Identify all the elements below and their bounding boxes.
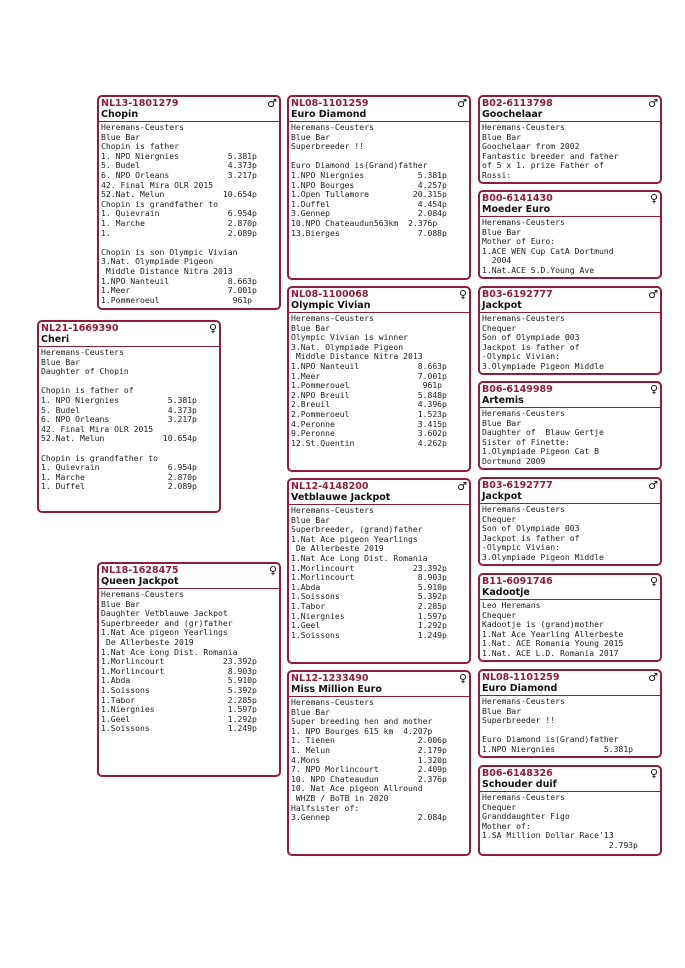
- info-line: Heremans-Ceusters: [41, 347, 124, 357]
- info-line: 2004: [482, 255, 512, 266]
- pigeon-card-chopin: [97, 95, 281, 310]
- pigeon-name: Jackpot: [482, 491, 522, 502]
- info-line: 1.Geel 1.292p: [101, 713, 257, 724]
- info-line: Superbreeder !!: [291, 141, 365, 152]
- info-line: 5. Budel 4.373p: [101, 160, 257, 171]
- card-header: [480, 383, 660, 408]
- info-line: Chopin is father: [101, 141, 179, 152]
- pigeon-card-moeder-euro: [478, 190, 662, 279]
- info-line: 10. NPO Chateaudun 2.376p: [291, 773, 447, 784]
- info-line: 1.Pommeroeul 961p: [101, 294, 253, 305]
- info-line: 5. Budel 4.373p: [41, 404, 197, 415]
- ring-number: NL12-1233490: [291, 673, 369, 684]
- ring-number: B02-6113798: [482, 98, 553, 109]
- info-line: Chopin is grandfather to: [41, 452, 158, 463]
- pigeon-card-jackpot-2: [478, 477, 662, 566]
- card-header: [289, 672, 469, 697]
- info-line: Daughter of Chopin: [41, 366, 129, 377]
- info-line: 1.Soissons 1.249p: [291, 629, 447, 640]
- male-icon: ♂: [648, 479, 658, 492]
- info-line: Blue Bar: [291, 706, 330, 717]
- info-line: Chopin is grandfather to: [101, 198, 218, 209]
- info-line: Blue Bar: [291, 322, 330, 333]
- info-line: Superbreeder and (gr)father: [101, 617, 233, 628]
- info-line: Jackpot is father of: [482, 532, 580, 543]
- card-body: [480, 408, 660, 468]
- pigeon-card-schouder-duif: [478, 765, 662, 856]
- male-icon: ♂: [457, 97, 467, 110]
- card-header: [99, 564, 279, 589]
- info-line: 1. Marche 2.870p: [101, 217, 257, 228]
- pigeon-card-euro-diamond-2: [478, 669, 662, 758]
- info-line: Chopin is son Olympic Vivian: [101, 246, 238, 257]
- ring-number: NL08-1101259: [291, 98, 369, 109]
- info-line: 1.NPO Nanteuil 8.663p: [291, 360, 447, 371]
- ring-number: NL18-1628475: [101, 565, 179, 576]
- card-body: [39, 347, 219, 493]
- female-icon: ♀: [649, 575, 658, 588]
- info-line: Son of Olympiade 003: [482, 523, 580, 534]
- info-line: Blue Bar: [101, 598, 140, 609]
- info-line: Heremans-Ceusters: [101, 589, 184, 599]
- info-line: 2.Breuil 4.396p: [291, 399, 447, 410]
- info-line: 1.Soissons 1.249p: [101, 723, 257, 734]
- pigeon-card-artemis: [478, 381, 662, 470]
- card-header: [289, 288, 469, 313]
- info-line: 1.Open Tullamore 20.315p: [291, 189, 447, 200]
- info-line: Goochelaar from 2002: [482, 141, 580, 152]
- info-line: WHZB / BoTB in 2020: [291, 792, 389, 803]
- pigeon-name: Kadootje: [482, 587, 530, 598]
- pigeon-card-olympic-vivian: [287, 286, 471, 472]
- card-body: [480, 217, 660, 277]
- pigeon-name: Moeder Euro: [482, 204, 551, 215]
- info-line: 1. Quievrain 6.954p: [41, 462, 197, 473]
- info-line: Heremans-Ceusters: [291, 313, 374, 323]
- pigeon-name: Vetblauwe Jackpot: [291, 492, 391, 503]
- info-line: 1. Melun 2.179p: [291, 744, 447, 755]
- pigeon-name: Jackpot: [482, 300, 522, 311]
- info-line: Heremans-Ceusters: [482, 217, 565, 227]
- info-line: 1.Geel 1.292p: [291, 620, 447, 631]
- pigeon-card-miss-million-euro: [287, 670, 471, 856]
- info-line: Daughter Vetblauwe Jackpot: [101, 608, 228, 619]
- info-line: Daughter of Blauw Gertje: [482, 427, 604, 438]
- info-line: 6. NPO Orleans 3.217p: [101, 169, 257, 180]
- info-line: Middle Distance Nitra 2013: [101, 265, 233, 276]
- card-body: [480, 122, 660, 182]
- info-line: 52.Nat. Melun 10.654p: [101, 189, 257, 200]
- info-line: Euro Diamond is(Grand)father: [291, 160, 428, 171]
- info-line: 52.Nat. Melun 10.654p: [41, 433, 197, 444]
- info-line: 12.St.Quentin 4.262p: [291, 437, 447, 448]
- pigeon-card-kadootje: [478, 573, 662, 662]
- ring-number: NL08-1101259: [482, 672, 560, 683]
- info-line: 42. Final Mira OLR 2015: [41, 423, 154, 434]
- info-line: Mother of:: [482, 820, 531, 831]
- pigeon-name: Chopin: [101, 109, 139, 120]
- info-line: Heremans-Ceusters: [482, 504, 565, 514]
- ring-number: NL12-4148200: [291, 481, 369, 492]
- female-icon: ♀: [268, 564, 277, 577]
- info-line: 1.SA Million Dollar Race'13: [482, 830, 614, 841]
- info-line: Super breeding hen and mother: [291, 716, 433, 727]
- info-line: 1.Morlincourt 8.903p: [101, 665, 257, 676]
- pigeon-card-cheri: [37, 320, 221, 513]
- info-line: Blue Bar: [41, 356, 80, 367]
- card-body: [480, 313, 660, 373]
- pigeon-name: Schouder duif: [482, 779, 557, 790]
- info-line: Fantastic breeder and father: [482, 150, 619, 161]
- info-line: 10.NPO Chateaudun563km 2.376p: [291, 217, 438, 228]
- info-line: Blue Bar: [291, 131, 330, 142]
- info-line: 1.Abda 5.910p: [101, 675, 257, 686]
- ring-number: NL08-1100068: [291, 289, 369, 300]
- info-line: De Allerbeste 2019: [291, 543, 384, 554]
- info-line: Jackpot is father of: [482, 341, 580, 352]
- card-header: [480, 192, 660, 217]
- info-line: 2.793p: [482, 839, 638, 850]
- info-line: 42. Final Mira OLR 2015: [101, 179, 214, 190]
- info-line: of 5 x 1. prize Father of: [482, 160, 604, 171]
- info-line: 1.NPO Bourges 4.257p: [291, 179, 447, 190]
- info-line: 1.Meer 7.001p: [291, 370, 447, 381]
- info-line: 1.Soissons 5.392p: [101, 684, 257, 695]
- pigeon-name: Miss Million Euro: [291, 684, 382, 695]
- info-line: Superbreeder, (grand)father: [291, 524, 423, 535]
- pigeon-card-vetblauwe-jackpot: [287, 478, 471, 664]
- info-line: Blue Bar: [291, 514, 330, 525]
- card-body: [289, 313, 469, 449]
- info-line: Blue Bar: [101, 131, 140, 142]
- info-line: 1.Nat Ace pigeon Yearlings: [101, 627, 228, 638]
- male-icon: ♂: [457, 480, 467, 493]
- card-body: [289, 122, 469, 239]
- info-line: Mother of Euro:: [482, 236, 556, 247]
- info-line: 1. Quievrain 6.954p: [101, 208, 257, 219]
- card-header: [480, 671, 660, 696]
- info-line: 1.Niergnies 1.597p: [101, 704, 257, 715]
- male-icon: ♂: [648, 97, 658, 110]
- pigeon-card-queen-jackpot: [97, 562, 281, 777]
- info-line: 1.Niergnies 1.597p: [291, 610, 447, 621]
- info-line: 1.Nat.ACE S.D.Young Ave: [482, 264, 595, 275]
- info-line: 1. NPO Niergnies 5.381p: [101, 150, 257, 161]
- info-line: Chopin is father of: [41, 385, 134, 396]
- info-line: 1.ACE WEN Cup CatA Dortmund: [482, 245, 614, 256]
- info-line: Heremans-Ceusters: [291, 505, 374, 515]
- ring-number: B11-6091746: [482, 576, 553, 587]
- card-body: [99, 589, 279, 735]
- card-header: [99, 97, 279, 122]
- info-line: 7. NPO Morlincourt 2.409p: [291, 764, 447, 775]
- pigeon-card-euro-diamond: [287, 95, 471, 280]
- info-line: Sister of Finette:: [482, 436, 570, 447]
- info-line: -Olympic Vivian:: [482, 351, 560, 362]
- info-line: 1.NPO Nanteuil 8.663p: [101, 275, 257, 286]
- info-line: 1.Tabor 2.285p: [291, 600, 447, 611]
- info-line: 1.Nat Ace pigeon Yearlings: [291, 533, 418, 544]
- info-line: Heremans-Ceusters: [482, 696, 565, 706]
- info-line: 1.NPO Niergnies 5.381p: [291, 169, 447, 180]
- info-line: Chequer: [482, 609, 517, 620]
- ring-number: B03-6192777: [482, 480, 553, 491]
- card-header: [480, 288, 660, 313]
- info-line: Heremans-Ceusters: [482, 122, 565, 132]
- card-body: [289, 505, 469, 641]
- info-line: 3.Gennep 2.084p: [291, 208, 447, 219]
- pigeon-card-goochelaar: [478, 95, 662, 184]
- info-line: 1.Olympiade Pigeon Cat B: [482, 446, 599, 457]
- info-line: 10. Nat Ace pigeon Allround: [291, 783, 423, 794]
- pigeon-name: Olympic Vivian: [291, 300, 371, 311]
- info-line: Blue Bar: [482, 705, 521, 716]
- card-header: [480, 575, 660, 600]
- card-header: [480, 767, 660, 792]
- info-line: Heremans-Ceusters: [482, 792, 565, 802]
- info-line: Granddaughter Figo: [482, 811, 570, 822]
- info-line: Blue Bar: [482, 131, 521, 142]
- female-icon: ♀: [649, 383, 658, 396]
- info-line: Heremans-Ceusters: [291, 122, 374, 132]
- info-line: 2.NPO Breuil 5.848p: [291, 389, 447, 400]
- info-line: 1. Tienen 2.006p: [291, 735, 447, 746]
- card-header: [39, 322, 219, 347]
- pigeon-name: Goochelaar: [482, 109, 543, 120]
- info-line: -Olympic Vivian:: [482, 542, 560, 553]
- info-line: Heremans-Ceusters: [482, 313, 565, 323]
- info-line: 1.Soissons 5.392p: [291, 591, 447, 602]
- card-header: [480, 479, 660, 504]
- info-line: 1.Meer 7.001p: [101, 285, 257, 296]
- pigeon-name: Cheri: [41, 334, 70, 345]
- info-line: 3.Nat. Olympiade Pigeon: [291, 341, 404, 352]
- card-header: [289, 480, 469, 505]
- card-body: [480, 504, 660, 564]
- info-line: 1.Nat. ACE Romania Young 2015: [482, 638, 624, 649]
- card-body: [480, 600, 660, 660]
- info-line: 1.NPO Niergnies 5.381p: [482, 743, 634, 754]
- info-line: 3.Gennep 2.084p: [291, 812, 447, 823]
- info-line: 1.Duffel 4.454p: [291, 198, 447, 209]
- info-line: 1.Nat Ace Yearling Allerbeste: [482, 628, 624, 639]
- info-line: Heremans-Ceusters: [101, 122, 184, 132]
- pigeon-name: Queen Jackpot: [101, 576, 179, 587]
- info-line: 6. NPO Orleans 3.217p: [41, 414, 197, 425]
- info-line: 4.Mons 1.320p: [291, 754, 447, 765]
- card-body: [480, 696, 660, 756]
- info-line: 2.Pommeroeul 1.523p: [291, 408, 447, 419]
- info-line: 1.Pommerouel 961p: [291, 380, 443, 391]
- info-line: Superbreeder !!: [482, 715, 556, 726]
- info-line: 1. NPO Niergnies 5.381p: [41, 394, 197, 405]
- pigeon-name: Euro Diamond: [291, 109, 367, 120]
- info-line: 1.Tabor 2.285p: [101, 694, 257, 705]
- info-line: 13.Bierges 7.088p: [291, 227, 447, 238]
- info-line: Heremans-Ceusters: [482, 408, 565, 418]
- female-icon: ♀: [649, 767, 658, 780]
- info-line: 1. 2.089p: [101, 227, 257, 238]
- info-line: 1.Morlincourt 23.392p: [291, 562, 447, 573]
- info-line: Euro Diamond is(Grand)father: [482, 734, 619, 745]
- info-line: De Allerbeste 2019: [101, 636, 194, 647]
- info-line: Chequer: [482, 513, 517, 524]
- ring-number: B06-6148326: [482, 768, 553, 779]
- info-line: Heremans-Ceusters: [291, 697, 374, 707]
- info-line: Middle Distance Nitra 2013: [291, 351, 423, 362]
- info-line: 1.Nat Ace Long Dist. Romania: [101, 646, 238, 657]
- ring-number: NL21-1669390: [41, 323, 119, 334]
- pigeon-card-jackpot: [478, 286, 662, 375]
- female-icon: ♀: [458, 672, 467, 685]
- female-icon: ♀: [458, 288, 467, 301]
- male-icon: ♂: [648, 288, 658, 301]
- info-line: 1. Marche 2.870p: [41, 471, 197, 482]
- info-line: 3.Olympiade Pigeon Middle: [482, 360, 604, 371]
- info-line: 1.Morlincourt 8.903p: [291, 572, 447, 583]
- female-icon: ♀: [208, 322, 217, 335]
- ring-number: B06-6149989: [482, 384, 553, 395]
- info-line: 3.Nat. Olympiade Pigeon: [101, 256, 214, 267]
- female-icon: ♀: [649, 192, 658, 205]
- card-header: [289, 97, 469, 122]
- info-line: 1. Duffel 2.089p: [41, 481, 197, 492]
- card-body: [99, 122, 279, 306]
- ring-number: NL13-1801279: [101, 98, 179, 109]
- info-line: 4.Peronne 3.415p: [291, 418, 447, 429]
- card-body: [289, 697, 469, 824]
- info-line: Kadootje is (grand)mother: [482, 619, 604, 630]
- ring-number: B03-6192777: [482, 289, 553, 300]
- info-line: 1. NPO Bourges 615 km 4.207p: [291, 725, 433, 736]
- pigeon-name: Euro Diamond: [482, 683, 558, 694]
- info-line: 1.Nat Ace Long Dist. Romania: [291, 552, 428, 563]
- info-line: Dortmund 2009: [482, 455, 546, 466]
- pigeon-name: Artemis: [482, 395, 524, 406]
- info-line: 1.Nat. ACE L.D. Romania 2017: [482, 647, 619, 658]
- info-line: Chequer: [482, 322, 517, 333]
- info-line: Blue Bar: [482, 417, 521, 428]
- ring-number: B00-6141430: [482, 193, 553, 204]
- male-icon: ♂: [648, 671, 658, 684]
- info-line: Son of Olympiade 003: [482, 332, 580, 343]
- info-line: Rossi:: [482, 169, 512, 180]
- info-line: Chequer: [482, 801, 517, 812]
- info-line: 1.Abda 5.910p: [291, 581, 447, 592]
- info-line: Blue Bar: [482, 226, 521, 237]
- male-icon: ♂: [267, 97, 277, 110]
- info-line: 3.Olympiade Pigeon Middle: [482, 551, 604, 562]
- info-line: Olympic Vivian is winner: [291, 332, 408, 343]
- card-body: [480, 792, 660, 852]
- card-header: [480, 97, 660, 122]
- info-line: Halfsister of:: [291, 802, 360, 813]
- info-line: 1.Morlincourt 23.392p: [101, 656, 257, 667]
- info-line: Leo Heremans: [482, 600, 541, 610]
- info-line: 9.Peronne 3.602p: [291, 428, 447, 439]
